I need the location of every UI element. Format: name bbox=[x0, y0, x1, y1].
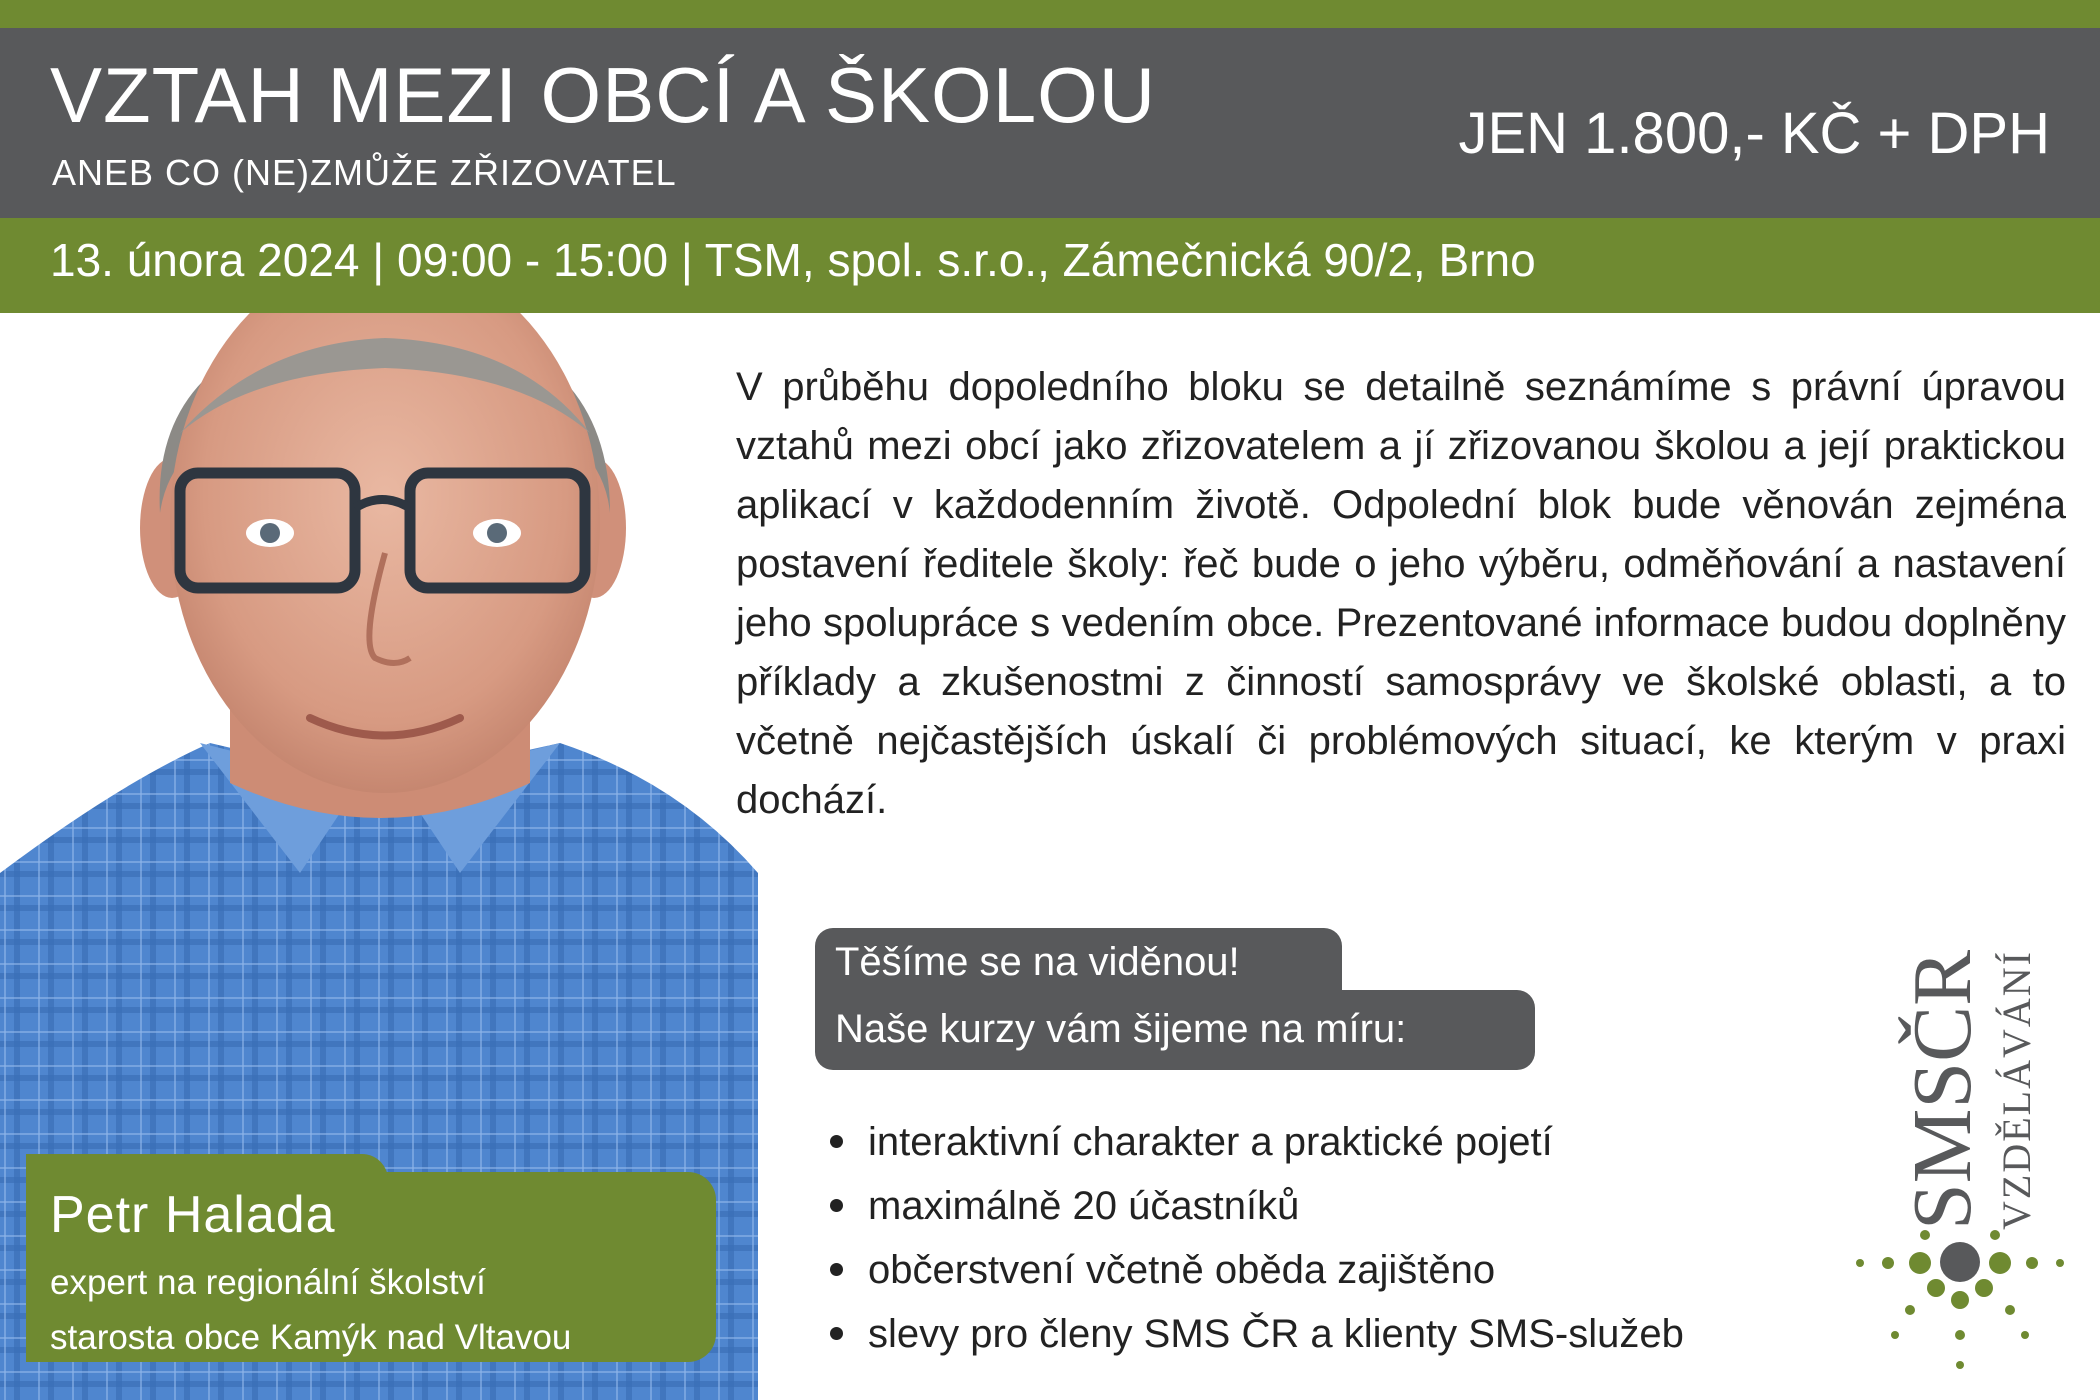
smscr-logo-graphic bbox=[1840, 905, 2100, 1385]
feature-item: občerstvení včetně oběda zajištěno bbox=[830, 1238, 1684, 1302]
top-stripe bbox=[0, 0, 2100, 28]
feature-item: maximálně 20 účastníků bbox=[830, 1174, 1684, 1238]
bullet-icon bbox=[830, 1199, 843, 1212]
logo-word-vzdelavani: VZDĚLÁVÁNÍ bbox=[1994, 950, 2039, 1230]
logo-word-smscr: SMSČR bbox=[1896, 949, 1989, 1230]
page-title: VZTAH MEZI OBCÍ A ŠKOLOU bbox=[50, 51, 1157, 139]
price-label: JEN 1.800,- KČ + DPH bbox=[1458, 101, 2050, 166]
bullet-icon bbox=[830, 1263, 843, 1276]
feature-item: interaktivní charakter a praktické pojetí bbox=[830, 1110, 1684, 1174]
bullet-icon bbox=[830, 1135, 843, 1148]
bubble-greeting: Těšíme se na viděnou! bbox=[835, 940, 1240, 984]
feature-list bbox=[830, 1110, 1684, 1366]
feature-item: slevy pro členy SMS ČR a klienty SMS-služeb bbox=[830, 1302, 1684, 1366]
speaker-name: Petr Halada bbox=[50, 1186, 336, 1244]
event-info-line: 13. února 2024 | 09:00 - 15:00 | TSM, spol. s.r.o., Zámečnická 90/2, Brno bbox=[50, 234, 1536, 286]
bubble-tagline: Naše kurzy vám šijeme na míru: bbox=[835, 1007, 1407, 1051]
speaker-town: starosta obce Kamýk nad Vltavou bbox=[50, 1318, 572, 1357]
bullet-icon bbox=[830, 1327, 843, 1340]
page-subtitle: ANEB CO (NE)ZMŮŽE ZŘIZOVATEL bbox=[52, 152, 677, 193]
speaker-role: expert na regionální školství bbox=[50, 1263, 486, 1302]
course-description: V průběhu dopoledního bloku se detailně seznámíme s právní úpravou vztahů mezi obcí jako zřizovatelem a jí zřizovanou školou a její praktickou aplikací v každodenním životě. Odpolední blok bude věnován zejména postavení ředitele školy: řeč bude o jeho výběru, odměňování a nastavení jeho spolupráce s vedením obce. Prezentované informace budou doplněny příklady a zkušenostmi z činností samosprávy ve školské oblasti, a to včetně nejčastějších úskalí či problémových situací, ke kterým v praxi dochází. bbox=[736, 365, 2066, 822]
smscr-logo bbox=[1840, 905, 2100, 1385]
logo-dots-icon bbox=[1856, 1230, 2064, 1369]
